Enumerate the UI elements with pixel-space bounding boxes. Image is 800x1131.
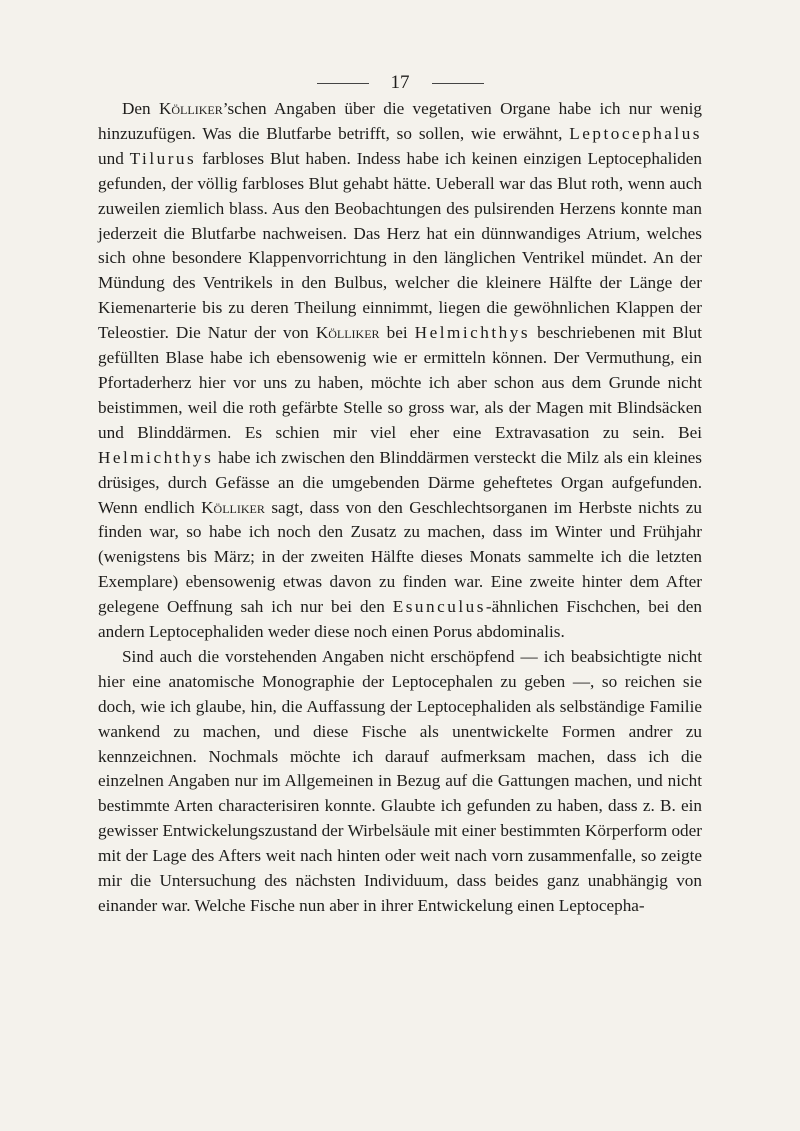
text-run: habe ich zwischen den Blinddärmen versteckt die Milz als ein kleines drüsiges, durch Gefässe an die umgebenden Därme geheftetes Organ aufgefunden. Wenn endlich (98, 447, 702, 517)
text-run: ’schen Angaben über die vegetativen Organe habe ich nur wenig hinzuzufügen. Was die Blutfarbe betrifft, so sollen, wie erwähnt, (98, 99, 702, 143)
text-run: und (98, 148, 130, 168)
text-run: sagt, dass von den Geschlechtsorganen im Herbste nichts zu finden war, so habe ich noch den Zusatz zu machen, dass im Winter und Frühjahr (wenigstens bis März; in der zweiten Hälfte dieses Monats sammelte ich die letzten Exemplare) ebensowenig etwas davon zu finden war. Eine zweite hinter dem After gelegene Oeffnung sah ich nur bei den (98, 497, 702, 617)
text-run: beschriebenen mit Blut gefüllten Blase habe ich ebensowenig wie er ermitteln können. Der Vermuthung, ein Pfortaderherz hier vor uns zu haben, möchte ich aber schon aus dem Grunde nicht beistimmen, weil die roth gefärbte Stelle so gross war, als der Magen mit Blindsäcken und Blinddärmen. Es schien mir viel eher eine Extravasation zu sein. Bei (98, 323, 703, 442)
header-rule-right (432, 83, 484, 84)
genus-name: Esunculus (392, 597, 486, 617)
paragraph (98, 97, 702, 645)
body-text (98, 97, 702, 919)
text-run: Sind auch die vorstehenden Angaben nicht erschöpfend — ich beabsichtigte nicht hier eine anatomische Monographie der Leptocephalen zu geben —, so reichen sie doch, wie ich glaube, hin, die Auffassung der Leptocephaliden als selbständige Familie wankend zu machen, und diese Fische als unentwickelte Formen andrer zu kennzeichnen. Nochmals möchte ich darauf aufmerksam machen, dass ich die einzelnen Angaben nur im Allgemeinen in Bezug auf die Gattungen machen, und nicht bestimmte Arten characterisiren konnte. Glaubte ich gefunden zu haben, dass z. B. ein gewisser Entwickelungszustand der Wirbelsäule mit einer bestimmten Körperform oder mit der Lage des Afters weit nach hinten oder weit nach vorn zusammenfalle, so zeigte mir die Untersuchung des nächsten Individuum, dass beides ganz unabhängig von einander war. Welche Fische nun aber in ihrer Entwickelung einen Leptocepha- (98, 646, 702, 915)
author-name: Kölliker (315, 323, 380, 343)
page-header (0, 72, 800, 94)
author-name: Kölliker (201, 497, 265, 517)
text-run: bei (379, 323, 415, 343)
page-number: 17 (390, 72, 410, 93)
text-run: Den (122, 99, 159, 118)
genus-name: Leptocephalus (569, 123, 702, 143)
genus-name: Tilurus (129, 148, 197, 168)
paragraph (98, 645, 702, 919)
header-rule-left (317, 83, 369, 84)
text-run: farbloses Blut haben. Indess habe ich keinen einzigen Leptocephaliden gefunden, der völlig farbloses Blut gehabt hätte. Ueberall war das Blut roth, wenn auch zuweilen ziemlich blass. Aus den Beobachtungen des pulsirenden Herzens konnte man jederzeit die Blutfarbe nachweisen. Das Herz hat ein dünnwandiges Atrium, welches sich ohne besondere Klappenvorrichtung in den länglichen Ventrikel mündet. An der Mündung des Ventrikels in den Bulbus, welcher die kleinere Hälfte der Länge der Kiemenarterie bis zu deren Theilung einnimmt, liegen die gewöhnlichen Klappen der Teleostier. Die Natur der von (98, 148, 702, 343)
author-name: Kölliker (158, 99, 223, 118)
text-run: -ähnlichen Fischchen, bei den andern Leptocephaliden weder diese noch einen Porus abdominalis. (98, 597, 702, 642)
genus-name: Helmichthys (98, 447, 214, 467)
genus-name: Helmichthys (414, 323, 531, 343)
